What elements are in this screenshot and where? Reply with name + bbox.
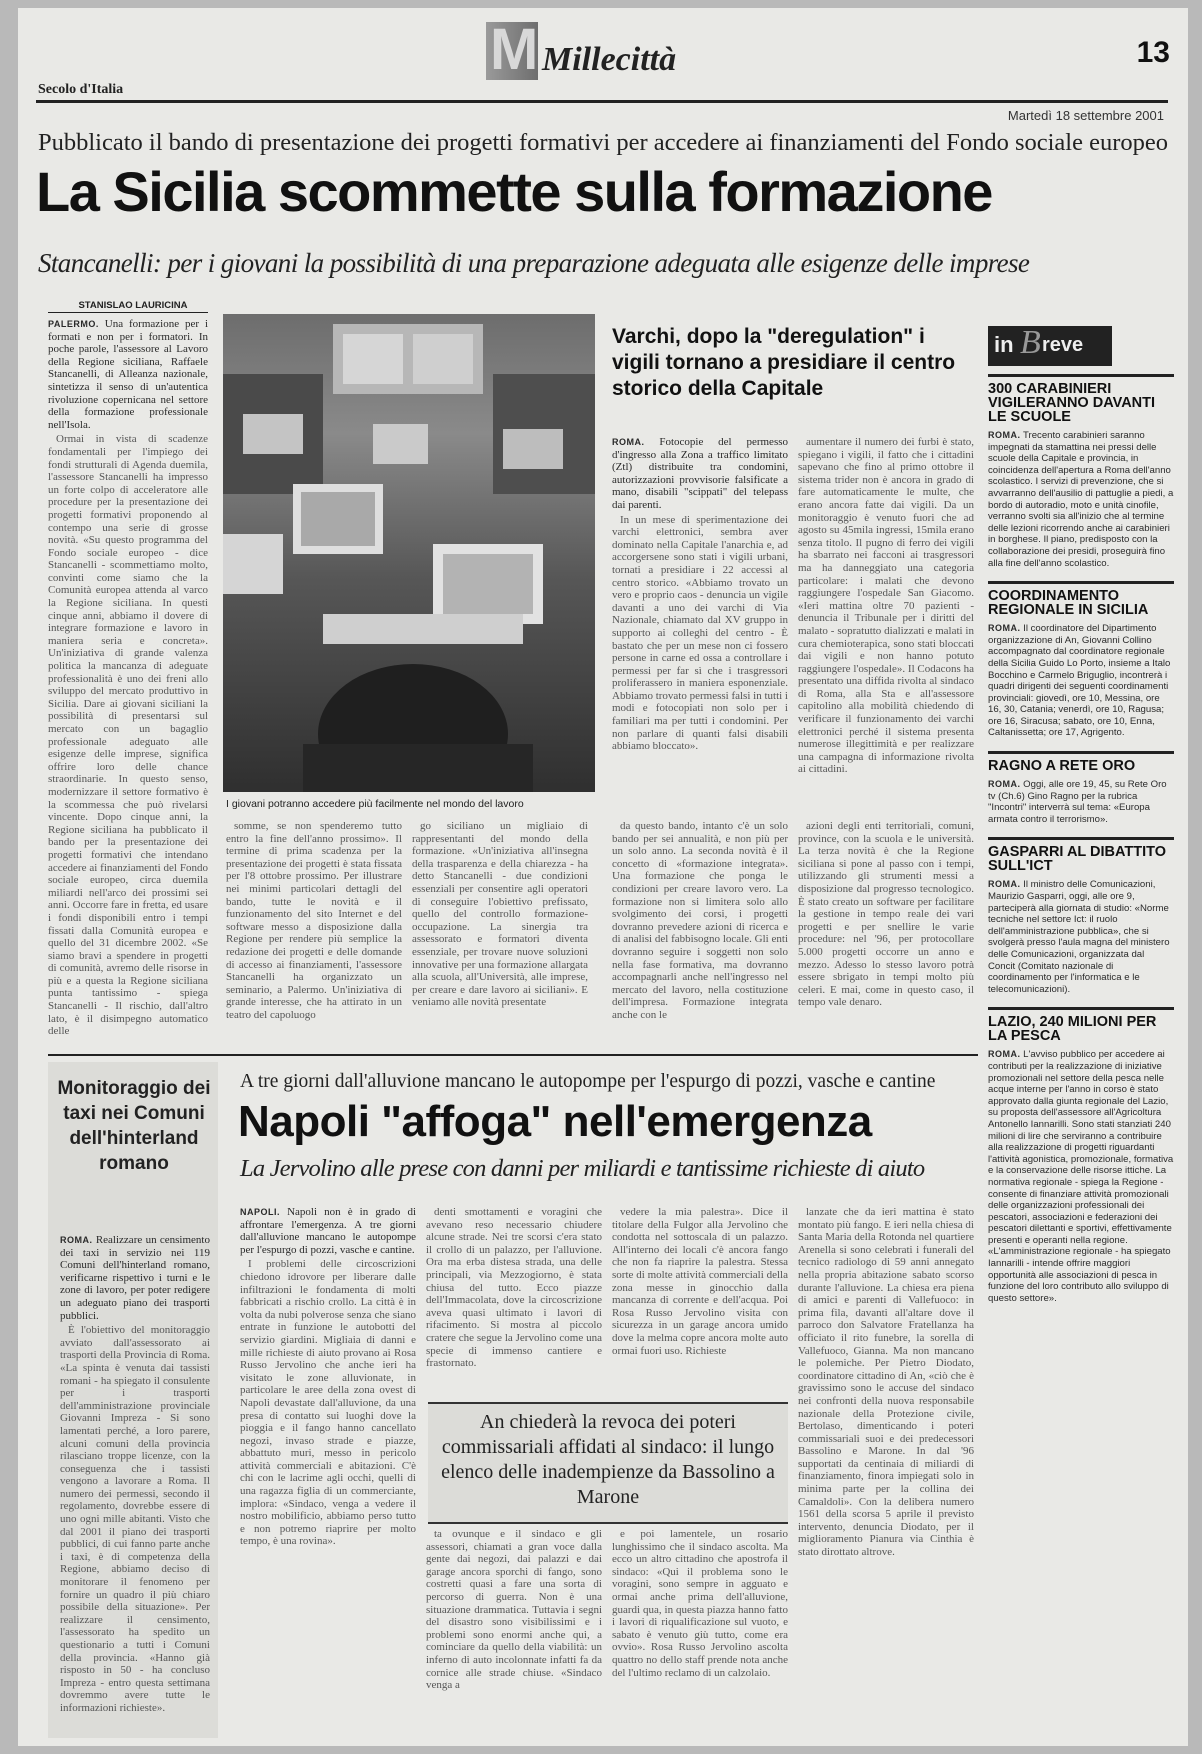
in-breve-item-dateline: ROMA. [988,623,1021,634]
taxi-headline: Monitoraggio dei taxi nei Comuni dell'hinterland romano [57,1078,211,1174]
in-breve-item-title: 300 CARABINIERI VIGILERANNO DAVANTI LE SCUOLE [988,381,1156,425]
in-breve-item [988,1007,1174,1304]
napoli-col4 [798,1206,974,1736]
napoli-body-5: ta ovunque e il sindaco e gli assessori, chiamati a gran voce dalla gente dai negozi, dai palazzi e dai garage ancora sporchi di fango, sono costretti quasi a fare una sorta di percorso di guerra. Non è una situazione drammatica. Tuttavia i segni del disastro sono visibilissimi e i problemi sono enormi anche qui, a cominciare da quello della viabilità: un inferno di auto incolonnate infatti fa da cornice alle strade chiuse. «Sindaco venga a [426,1528,602,1692]
varchi-headline: Varchi, dopo la "deregulation" i vigili tornano a presidiare il centro storico della Capitale [612,325,956,400]
in-breve-label [988,326,1112,366]
keyboard [323,614,523,644]
varchi-body: In un mese di sperimentazione dei varchi elettronici, sembra aver dominato nella Capitale l'anarchia e, ad accorgersene sono stati i vigili urbani, tornati a presidiare i 22 accessi al centro storico. «Abbiamo trovato un vero e proprio caos - denuncia un vigile davanti a uno dei varchi di Via Nazionale, chiamato dal XV gruppo in supporto ai colleghi del centro - È bastato che per un mese non ci fossero persone in carne ed ossa a controllare i permessi per far sì che i trasgressori proliferassero in maniera esponenziale. Abbiamo trovato permessi falsi in tutti i modi e fotocopiati non solo per i familiari ma per tutti i condomini. Per non parlare di quanti falsi disabili abbiamo bloccato». [612,513,788,753]
main-kicker: Pubblicato il bando di presentazione dei progetti formativi per accedere ai finanziamenti del Fondo sociale europeo [38,129,1168,156]
taxi-body-col [60,1234,210,1734]
taxi-dateline: ROMA. [60,1235,93,1245]
napoli-subheadline: La Jervolino alle prese con danni per miliardi e tantissime richieste di aiuto [240,1155,925,1182]
monitor-far-left [243,414,303,454]
in-breve-label-in: in [994,332,1014,357]
in-breve-item-dateline: ROMA. [988,879,1021,890]
varchi-dateline: ROMA. [612,437,645,447]
inset-box-text: An chiederà la revoca dei poteri commissariali affidati al sindaco: il lungo elenco delle inadempienze da Bassolino a Marone [441,1411,775,1508]
in-breve-item [988,837,1174,995]
taxi-body: È l'obiettivo del monitoraggio avviato dall'assessorato ai trasporti della Provincia di Roma. «La spinta è venuta dai tassisti romani - ha spiegato il consulente per i trasporti dell'amministrazione provinciale Giovanni Impreza - Si sono lamentati perché, a loro parere, alcuni comuni della provincia rilasciano troppe licenze, con la conseguenza che i tassisti vengono a lavorare a Roma. Il numero dei permessi, secondo il regolamento, dovrebbe essere di uno ogni mille abitanti. Visto che dal 2001 il piano dei trasporti pubblici, di cui fanno parte anche i taxi, è di competenza della Regione, abbiamo deciso di monitorare il fenomeno per fornire un quadro il più chiaro possibile della situazione». Per realizzare il censimento, l'assessorato ha spedito un questionario a tutti i Comuni della provincia. «Hanno già risposto in 50 - ha concluso Impreza - entro questa settimana dovremmo avere tutte le informazioni richieste». [60,1324,210,1714]
napoli-body-4: lanzate che da ieri mattina è stato montato più fango. E ieri nella chiesa di Santa Maria della Rotonda nel quartiere Arenella si sono celebrati i funerali del tecnico radiologo di 59 anni annegato nella propria abitazione sabato scorso durante l'alluvione. La chiesa era piena di amici e parenti di Vallefuoco: in prima fila, davanti all'altare dove il parroco don Salvatore Fratellanza ha officiato il rito funebre, la sorella di Vallefuoco, Gianna. Ma non mancano le polemiche. Per Pietro Diodato, coordinatore cittadino di An, «ciò che è gravissimo sono le accuse del sindaco nei confronti della nuova responsabile nazionale della Protezione civile, Bertolaso, dimenticando i poteri commissariali suoi e dei predecessori Bassolino e Marone. In dal '96 supportati da centinaia di miliardi di finanziamento, finora impiegati solo in minima parte per la collina dei Camaldoli». Con la delibera numero 1561 della scorsa 5 aprile il previsto intervento, denuncia Diodato, per il miglioramento Pianura via Cinthia è stato dirottato altrove. [798,1206,974,1559]
in-breve-item [988,374,1174,569]
section-divider [48,1054,978,1056]
byline-rule [48,312,208,313]
in-breve-item-dateline: ROMA. [988,430,1021,440]
in-breve-item-dateline: ROMA. [988,779,1021,790]
napoli-col3b [612,1528,788,1738]
main-article-col4 [612,820,788,1044]
section-title: Millecittà [542,41,677,78]
main-headline: La Sicilia scommette sulla formazione [36,160,992,223]
main-article-body-3: go siciliano un migliaio di rappresentanti del mondo della formazione. «Un'iniziativa all'insegna della trasparenza e della chiarezza - ha detto Stancanelli - due condizioni essenziali per consentire agli operatori di conseguire l'obiettivo prefissato, quello del controllo formazione-occupazione. La sinergia tra assessorato e formatori diventa essenziale, per trovare nuove soluzioni innovative per una formazione allargata alla scuola, all'Università, alle imprese, per creare e dare lavoro ai siciliani». E veniamo alle novità presentate [412,820,588,1009]
in-breve-item-text: Trecento carabinieri saranno impegnati da stamattina nei pressi delle scuole della Capitale e provincia, in coincidenza dell'apertura a Roma dell'anno scolastico. I servizi di prevenzione, che si avvarranno dell'ausilio di pattuglie a piedi, a bordo di autoradio, moto e unità cinofile, verranno svolti sia all'inizio che al termine delle lezioni ricorrendo anche ai carabinieri in borghese. Il piano, predisposto con la collaborazione dei presidi, proseguirà fino alla fine dell'anno scolastico. [988,430,1174,569]
in-breve-item-text: Oggi, alle ore 19, 45, su Rete Oro tv (Ch.6) Gino Ragno per la rubrica "Incontri" interverrà sul tema: «Europa armata contro il terrorismo». [988,779,1167,825]
in-breve-item-title: GASPARRI AL DIBATTITO SULL'ICT [988,844,1167,875]
taxi-lead: Realizzare un censimento dei taxi in servizio nei 119 Comuni dell'hinterland romano, verificarne rispettivo i turni e le zone di lavoro, per poter redigere un adeguato piano dei trasporti pubblici. [60,1234,210,1322]
masthead-rule [36,100,1168,103]
in-breve-label-b: B [1020,326,1041,361]
page-masthead-section [486,17,726,82]
newsroom-photo [223,314,595,792]
in-breve-item-text: Il ministro delle Comunicazioni, Maurizio Gasparri, oggi, alle ore 9, parteciperà alla giornata di studio: «Norme tecniche nel settore Ict: il ruolo dell'amministrazione pubblica», che si svolgerà presso l'aula magna del ministero delle Comunicazioni, organizzata dal Concit (Comitato nazionale di coordinamento per l'informatica e le telecomunicazioni). [988,879,1170,995]
main-article-body: Ormai in vista di scadenze fondamentali per l'impiego dei fondi strutturali di Agenda duemila, l'assessore Stancanelli ha impresso un forte colpo di acceleratore alle procedure per la presentazione dei progetti formativi proponendo al contempo una serie di grosse novità. «Su questo programma del Fondo sociale europeo - dice Stancanelli - scommettiamo molto, convinti come siamo che la Comunità europea attenda al varco la Regione siciliana. In questi cinque anni, abbiamo il dovere di integrare formazione e lavoro in maniera seria e concreta». Un'iniziativa di grande valenza politica la mancanza di adeguate professionalità è uno dei freni allo sviluppo del mercato produttivo in Sicilia. Dare ai giovani siciliani la possibilità di presentarsi sul mercato con un bagaglio professionale adeguato alle esigenze delle imprese, significa offrire loro delle chance straordinarie. In questo senso, modernizzare il settore formativo è la scommessa che può rivelarsi vincente. Dopo cinque anni, la Regione siciliana ha pubblicato il bando per la presentazione dei progetti formativi che intendano accedere ai finanziamenti del Fondo sociale europeo, circa duemila miliardi nell'arco dei prossimi sei anni. Occorre fare in fretta, ed usare i fondi disponibili entro i tempi fissati dalla Comunità europea e quello del 31 dicembre 2002. «Se siamo bravi a spendere in progetti di comunità, avremo delle risorse in più e a questa la Regione siciliana punta tantissimo - spiega Stancanelli - Il rischio, dall'altro lato, è il disimpegno automatico delle [48,433,208,1038]
main-article-lead: Una formazione per i formati e non per i formatori. In poche parole, l'assessore al Lavoro della Regione siciliana, Raffaele Stancanelli, di Alleanza nazionale, sintetizza il senso di un'autentica rivoluzione copernicana nel settore della formazione professionale nell'Isola. [48,318,208,431]
newspaper-page [18,8,1188,1746]
napoli-col3 [612,1206,788,1398]
napoli-body-6: e poi lamentele, un rosario lunghissimo che il sindaco ascolta. Ma ecco un altro cittadino che apostrofa il sindaco: «Qui il problema sono le voragini, sono sempre in agguato e ormai anche prima dell'alluvione, guardi qua, in questa piazza hanno fatto i lavori di riqualificazione sul vuoto, e sabato è venuto giù tutto, come era ovvio». Rosa Russo Jervolino ascolta quattro no dello staff prende nota anche del l'ultimo reclamo di un calzolaio. [612,1528,788,1679]
main-article-col3 [412,820,588,1044]
main-article-col2 [226,820,402,1044]
napoli-body-2: denti smottamenti e voragini che avevano reso necessario chiudere alcune strade. Nei tre scorsi c'era stato il crollo di un palazzo, per l'alluvione. Ora ma erba distesa strada, una delle principali, via Mezzogiorno, è stata chiusa del tutto. Ecco piazze dell'Immacolata, dove la circoscrizione aveva quasi ultimato i lavori di rifacimento. Si mostra al piccolo cratere che segue la Jervolino come una specie di immenso cantiere e frastornato. [426,1206,602,1370]
newspaper-name: Secolo d'Italia [38,82,124,97]
main-dateline: PALERMO. [48,319,99,329]
main-article-body-2: somme, se non spenderemo tutto entro la fine dell'anno prossimo». Il termine di prima scadenza per la presentazione dei progetti è stata fissata per l'8 ottobre prossimo. Per illustrare nei minimi particolari dettagli del bando, tutte le novità e il funzionamento del sito Internet e del software messo a disposizione dalla Regione per rendere più semplice la redazione dei progetti e delle domande di accesso ai finanziamenti, l'assessore Stancanelli ha organizzato un seminario, a Palermo. Un'iniziativa di grande interesse, che ha attirato in un teatro del capoluogo [226,820,402,1021]
in-breve-item-text: L'avviso pubblico per accedere ai contributi per la realizzazione di iniziative promozionali nel settore della pesca nelle acque interne per l'anno in corso è stato approvato dalla giunta regionale del Lazio, su proposta dell'assessore all'Agricoltura Antonello Iannarilli. Sono stati stanziati 240 milioni di lire che serviranno a contribuire alla realizzazione di progetti riguardanti l'attività agonistica, promozionale, formativa e la conservazione delle risorse ittiche. La normativa regionale - spiega la Regione - consente di finanziare attività promozionali delle organizzazioni professionali dei pescatori, associazioni e federazioni dei pescatori dilettanti e sportivi, effettivamente presenti e operanti nella regione. «L'amministrazione regionale - ha spiegato Iannarilli - intende offrire maggiori opportunità alle associazioni di pesca in funzione del loro contributo allo sviluppo di questo settore». [988,1049,1174,1304]
monitor-edge-left [223,534,283,594]
in-breve-item [988,751,1174,825]
napoli-headline: Napoli "affoga" nell'emergenza [238,1097,872,1146]
napoli-col2b [426,1528,602,1738]
person-shoulders [303,744,533,792]
page-number: 13 [1136,36,1170,69]
varchi-col2 [798,436,974,788]
monitor-far-center [373,424,428,464]
napoli-body-3: vedere la mia palestra». Dice il titolare della Fulgor alla Jervolino che condotta nel sottoscala di un palazzo. All'interno dei locali c'è ancora fango che non fa riaprire la palestra. Stessa sorte di molte attività commerciali della zona messe in ginocchio dalla mancanza di corrente e dell'acqua. Poi Rosa Russo Jervolino visita con sicurezza in un garage ancora umido dove la melma copre ancora molte auto ormai fuori uso. Richieste [612,1206,788,1357]
napoli-col1 [240,1206,416,1736]
monitor-mid-left-screen [301,492,375,546]
napoli-col2 [426,1206,602,1398]
in-breve-item-title: COORDINAMENTO REGIONALE IN SICILIA [988,588,1149,619]
monitor-far-right [503,429,563,469]
photo-illustration [223,314,595,792]
main-article-col1 [48,318,208,1044]
in-breve-item-dateline: ROMA. [988,1049,1021,1060]
napoli-lead: Napoli non è in grado di affrontare l'emergenza. A tre giorni dall'alluvione mancano le autopompe per l'espurgo di pozzi, vasche e cantine. [240,1206,416,1256]
main-article-body-4: da questo bando, intanto c'è un solo bando per sei annualità, e non più per un solo anno. La seconda novità è il concetto di «formazione integrata». Una formazione che ponga le condizioni per creare lavoro vero. La formazione non si limitera solo allo svolgimento dei corsi, i progetti dovranno prevedere azioni di ricerca e di analisi del fabbisogno locale. Gli enti dovranno seguire i soggetti non solo nella fase formativa, ma dovranno accompagnarli anche nell'ingresso nel mercato del lavoro, nella costituzione dell'impresa. Formazione integrata anche con le [612,820,788,1021]
issue-date: Martedì 18 settembre 2001 [1007,108,1164,123]
section-logo-letter: M [490,17,539,82]
photo-caption: I giovani potranno accedere più facilmente nel mondo del lavoro [226,798,524,810]
napoli-kicker: A tre giorni dall'alluvione mancano le autopompe per l'espurgo di pozzi, vasche e cantine [240,1071,936,1092]
main-article-body-5: azioni degli enti territoriali, comuni, province, con la scuola e le università. La terza novità è che la Regione siciliana si pone al passo con i tempi, utilizzando gli strumenti messi a disposizione dal progresso tecnologico. È stato creato un software per facilitare la gestione in tempo reale dei vari progetti e per snellire le varie procedure: nel '96, per protocollare 5.000 progetti occorre un anno e mezzo. Adesso lo stesso lavoro potrà essere sbrigato in tempi molto più celeri. E mai, come in questo caso, il tempo vale denaro. [798,820,974,1009]
napoli-body: I problemi delle circoscrizioni chiedono idrovore per liberare dalle infiltrazioni le fondamenta di molti fabbricati a rischio crollo. La città è in volta da nubi polverose senza che siano entrate in funzione le autobotti del servizio giardini. Migliaia di danni e mille richieste di aiuto provano ai Rosa Russo Jervolino che anche ieri ha visitato le zone alluvionate, in particolare le aree della zona ovest di Napoli devastate dall'alluvione, da una presa di contatto sui luoghi dove la pioggia e il fango hanno cancellato negozi, invaso strade e piazze, abbattuto muri, messo in pericolo attività commerciali e abitazioni. C'è chi con le lacrime agli occhi, quelli di una ragazza figlia di un commerciante, implora: «Sindaco, venga a vedere il nostro mobilificio, abbiamo perso tutto e non potremo riaprire per molto tempo, è una rovina». [240,1258,416,1548]
in-breve-item-text: Il coordinatore del Dipartimento organizzazione di An, Giovanni Collino accompagnato dal coordinatore regionale della Sicilia Guido Lo Porto, insieme a Italo Bocchino e Carmelo Briguglio, incontrerà i quadri dirigenti dei seguenti coordinamenti provinciali: giovedì, ore 10, Messina, ore 16, 30, Catania; venerdì, ore 10, Ragusa; ore 16, Siracusa; sabato, ore 10, Enna, Caltanissetta; ore 17, Agrigento. [988,623,1171,739]
wall-screen-panel-right [413,334,473,384]
varchi-col1 [612,436,788,788]
varchi-body-2: aumentare il numero dei furbi è stato, spiegano i vigili, il fatto che i cittadini sapevano che fino al primo ottobre il sistema trider non è ancora in grado di fare automaticamente le multe, che erano ancora fatte dai vigili. Da un monitoraggio è venuto fuori che ad agosto su 45mila ingressi, 15mila erano senza titolo. Il pugno di ferro dei vigili ha sbarrato nei facconi ai trasgressori ma ha danneggiato una categoria particolare: i malati che devono raggiungere l'ospedale San Giacomo. «Ieri mattina oltre 70 pazienti - denuncia il Tribunale per i diritti del malato - sopratutto dializzati e malati in cura chemioterapica, sono stati bloccati dai vigili e non hanno potuto raggiungere l'ospedale». Il Codacons ha presentato una diffida rivolta al sindaco di Roma, alla Sta e all'assessore capitolino alla mobilità chiedendo di verificare il funzionamento dei varchi elettronici perché il sistema presenta numerose illegittimità e per realizzare una campagna di informazione rivolta ai cittadini. [798,436,974,776]
byline: STANISLAO LAURICINA [78,300,188,311]
main-subheadline: Stancanelli: per i giovani la possibilità di una preparazione adeguata alle esigenze delle imprese [38,248,1030,278]
varchi-lead: Fotocopie del permesso d'ingresso alla Zona a traffico limitato (Ztl) distribuite tra condomini, autorizzazioni provvisorie falsificate a mano, disabili "scippati" del telepass dai parenti. [612,436,788,511]
masthead [18,8,1188,123]
in-breve-item [988,581,1174,739]
in-breve-item-title: RAGNO A RETE ORO [988,758,1136,775]
in-breve-label-rest: reve [1042,334,1084,356]
in-breve-column [988,326,1174,1740]
main-article-col5 [798,820,974,1044]
monitor-front-screen [443,554,533,614]
in-breve-item-title: LAZIO, 240 MILIONI PER LA PESCA [988,1014,1157,1045]
napoli-dateline: NAPOLI. [240,1207,281,1217]
wall-screen-panel-left [343,334,403,384]
